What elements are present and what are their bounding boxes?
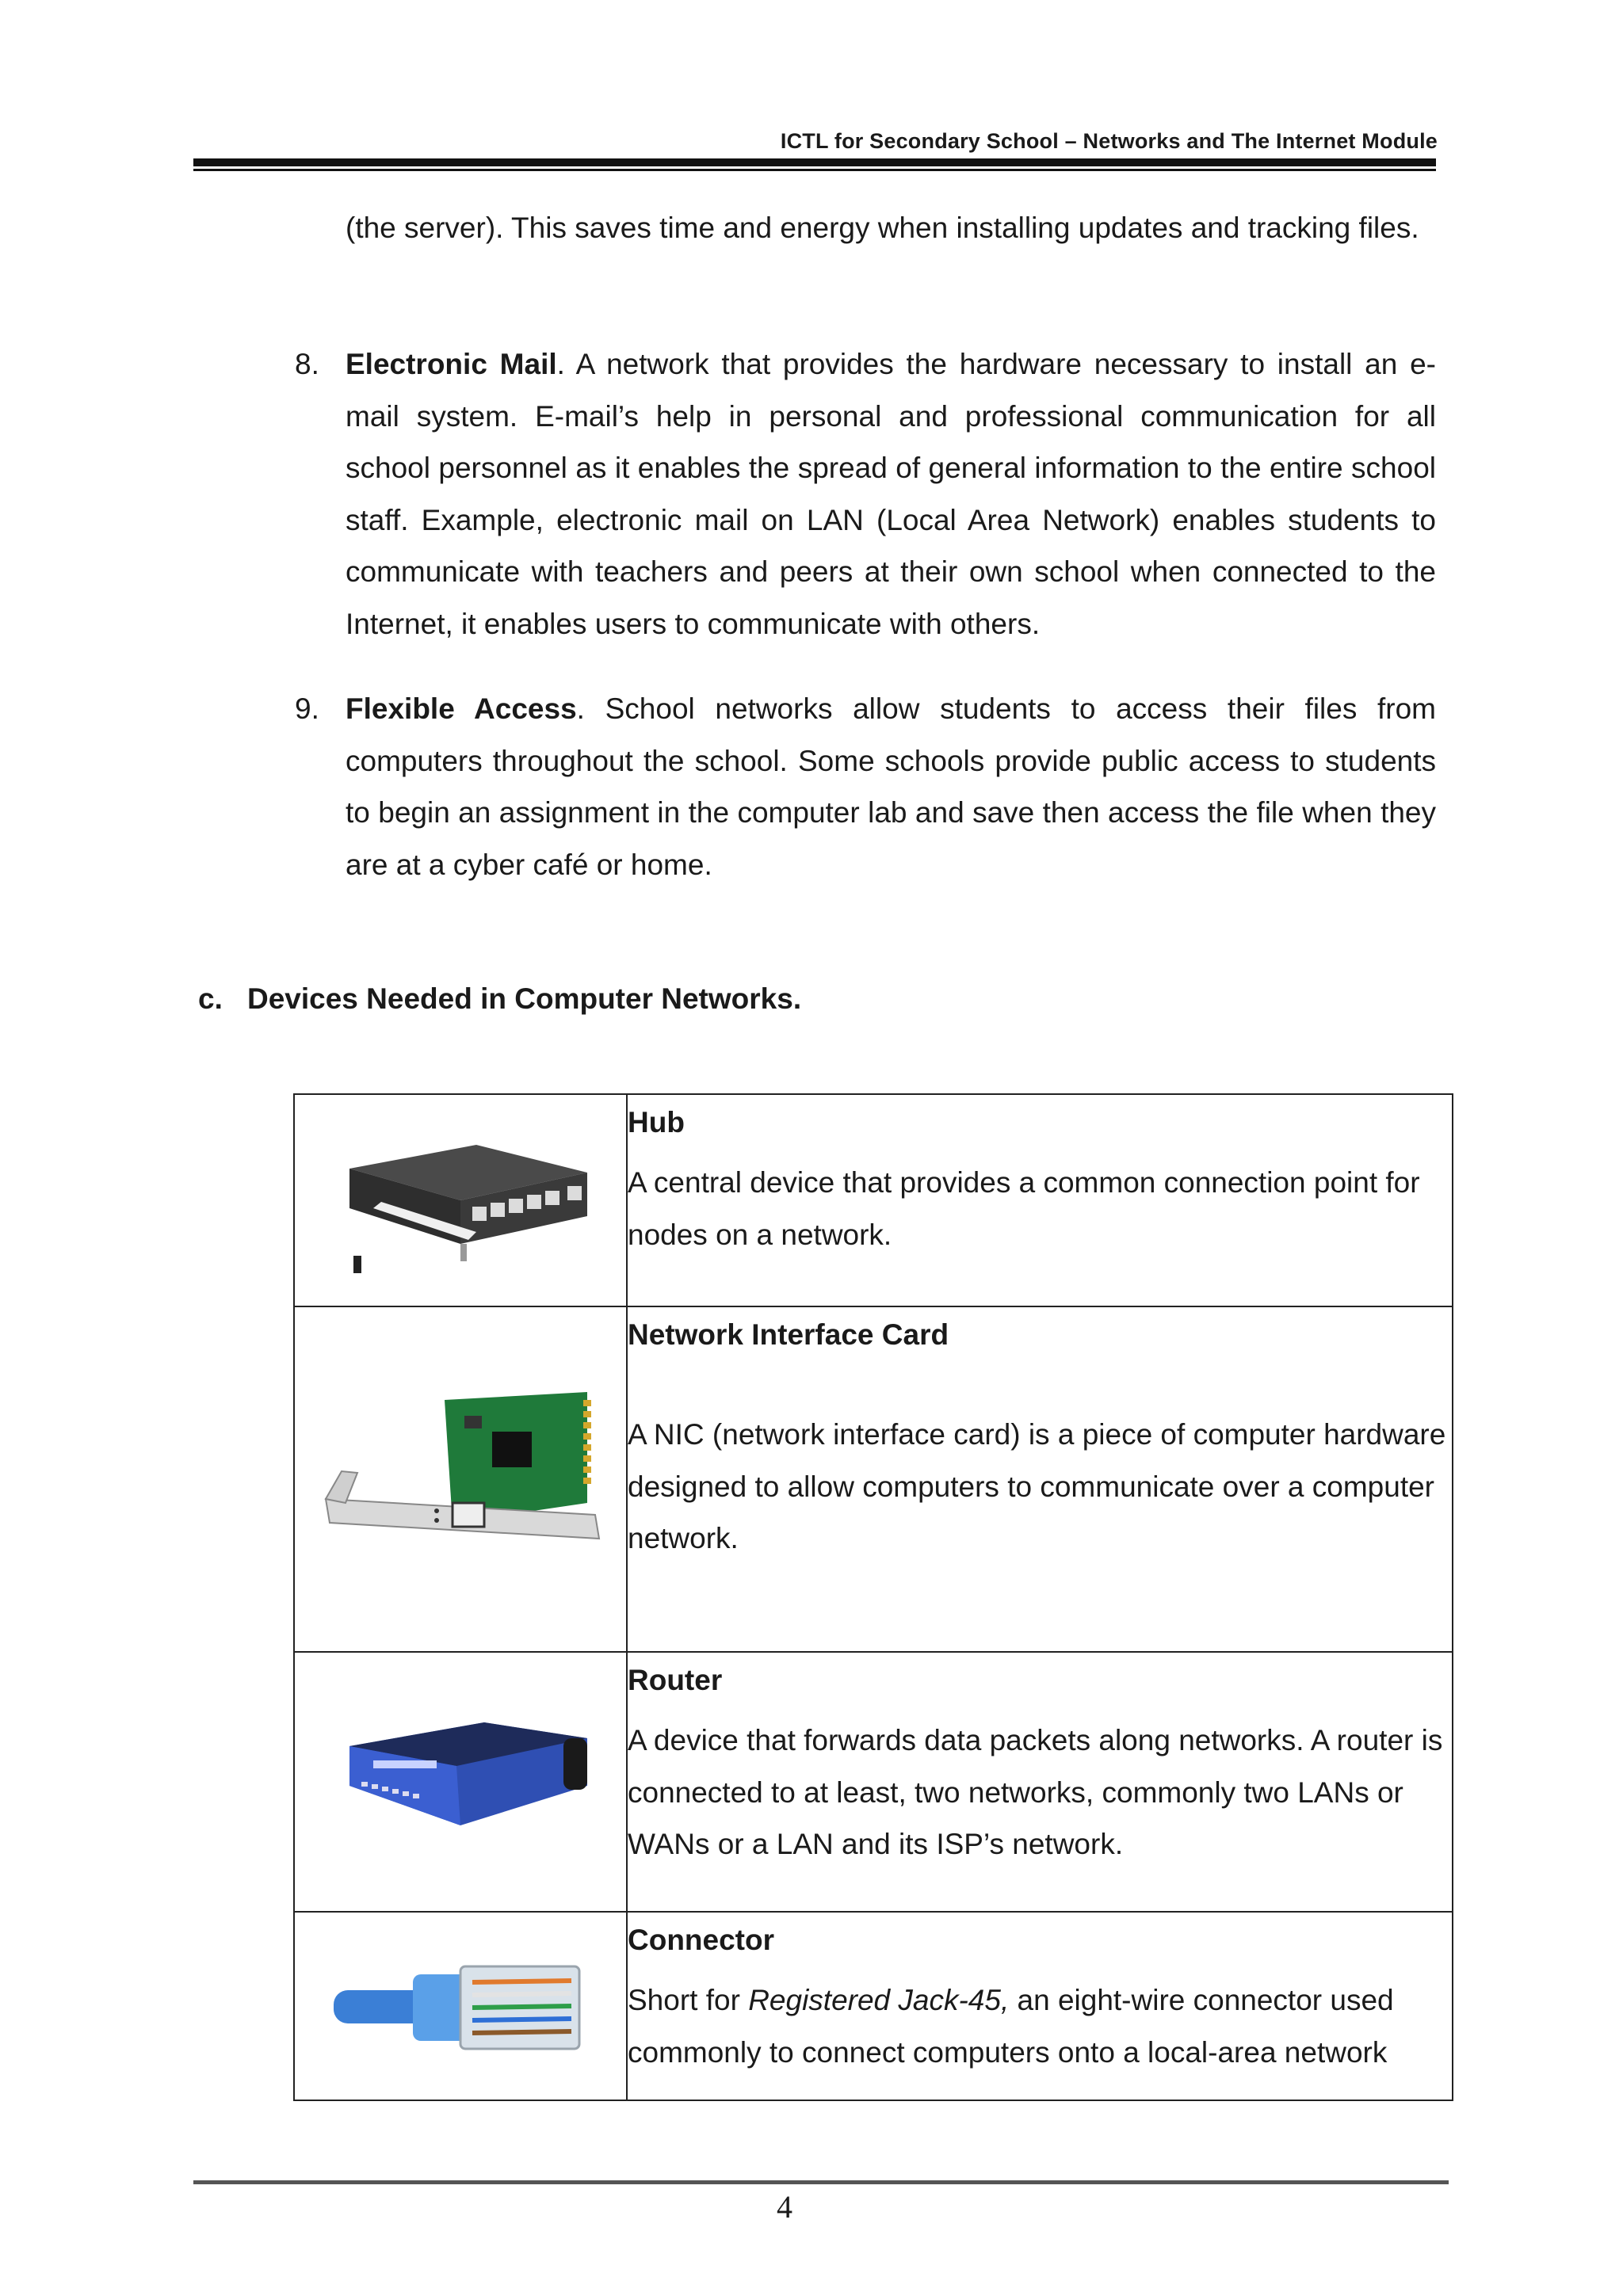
desc-prefix: Short for <box>628 1984 749 2016</box>
table-row <box>294 1912 1453 2100</box>
device-text-cell <box>627 1652 1453 1912</box>
device-description <box>628 1974 1452 2078</box>
device-name: Network Interface Card <box>628 1318 949 1351</box>
list-item-text: . School networks allow students to access their files from computers throughout the school. Some schools provide public access to students to begin an assignment in the computer lab and save then access the file when they are at a cyber café or home. <box>346 692 1436 881</box>
device-image-cell <box>294 1912 627 2100</box>
connector-image <box>326 1943 595 2069</box>
device-text-cell <box>627 1912 1453 2100</box>
device-description: A device that forwards data packets along networks. A router is connected to at least, two networks, commonly two LANs or WANs or a LAN and its ISP’s network. <box>628 1724 1443 1860</box>
header-title: ICTL for Secondary School – Networks and The Internet Module <box>780 129 1438 153</box>
table-row <box>294 1306 1453 1652</box>
header-rule-thin <box>193 169 1436 171</box>
router-image <box>318 1707 603 1857</box>
nic-image <box>310 1384 611 1574</box>
list-item-title: Flexible Access <box>346 692 577 725</box>
device-text-cell <box>627 1094 1453 1306</box>
continuation-paragraph: (the server). This saves time and energy when installing updates and tracking files. <box>346 212 1419 244</box>
device-name: Hub <box>628 1106 685 1138</box>
list-body <box>346 338 1436 650</box>
table-row <box>294 1652 1453 1912</box>
desc-italic: Registered Jack-45, <box>748 1984 1010 2016</box>
device-name: Router <box>628 1664 723 1696</box>
list-number: 8. <box>295 348 319 380</box>
list-item-text: . A network that provides the hardware necessary to install an e-mail system. E-mail’s help in personal and professional communication for all school personnel as it enables the spread of general information to the entire school staff. Example, electronic mail on LAN (Local Area Network) enables students to communicate with teachers and peers at their own school when connected to the Internet, it enables users to communicate with others. <box>346 348 1436 640</box>
device-text-cell <box>627 1306 1453 1652</box>
devices-table <box>293 1093 1453 2101</box>
device-description: A NIC (network interface card) is a piece of computer hardware designed to allow computers to communicate over a computer network. <box>628 1418 1446 1554</box>
device-image-cell <box>294 1306 627 1652</box>
footer-rule <box>193 2180 1449 2184</box>
device-description: A central device that provides a common connection point for nodes on a network. <box>628 1166 1420 1251</box>
hub-image <box>318 1113 603 1287</box>
list-body <box>346 683 1436 891</box>
page-number: 4 <box>777 2189 792 2225</box>
device-image-cell <box>294 1652 627 1912</box>
device-image-cell <box>294 1094 627 1306</box>
list-item-title: Electronic Mail <box>346 348 557 380</box>
section-label: c. <box>198 982 223 1015</box>
section-title: Devices Needed in Computer Networks. <box>247 982 802 1015</box>
table-row <box>294 1094 1453 1306</box>
section-heading <box>198 982 801 1016</box>
desc-suffix: an eight-wire connector used commonly to connect computers onto a local-area network <box>628 1984 1394 2069</box>
header-rule-thick <box>193 158 1436 166</box>
list-number: 9. <box>295 692 319 725</box>
device-name: Connector <box>628 1924 774 1956</box>
